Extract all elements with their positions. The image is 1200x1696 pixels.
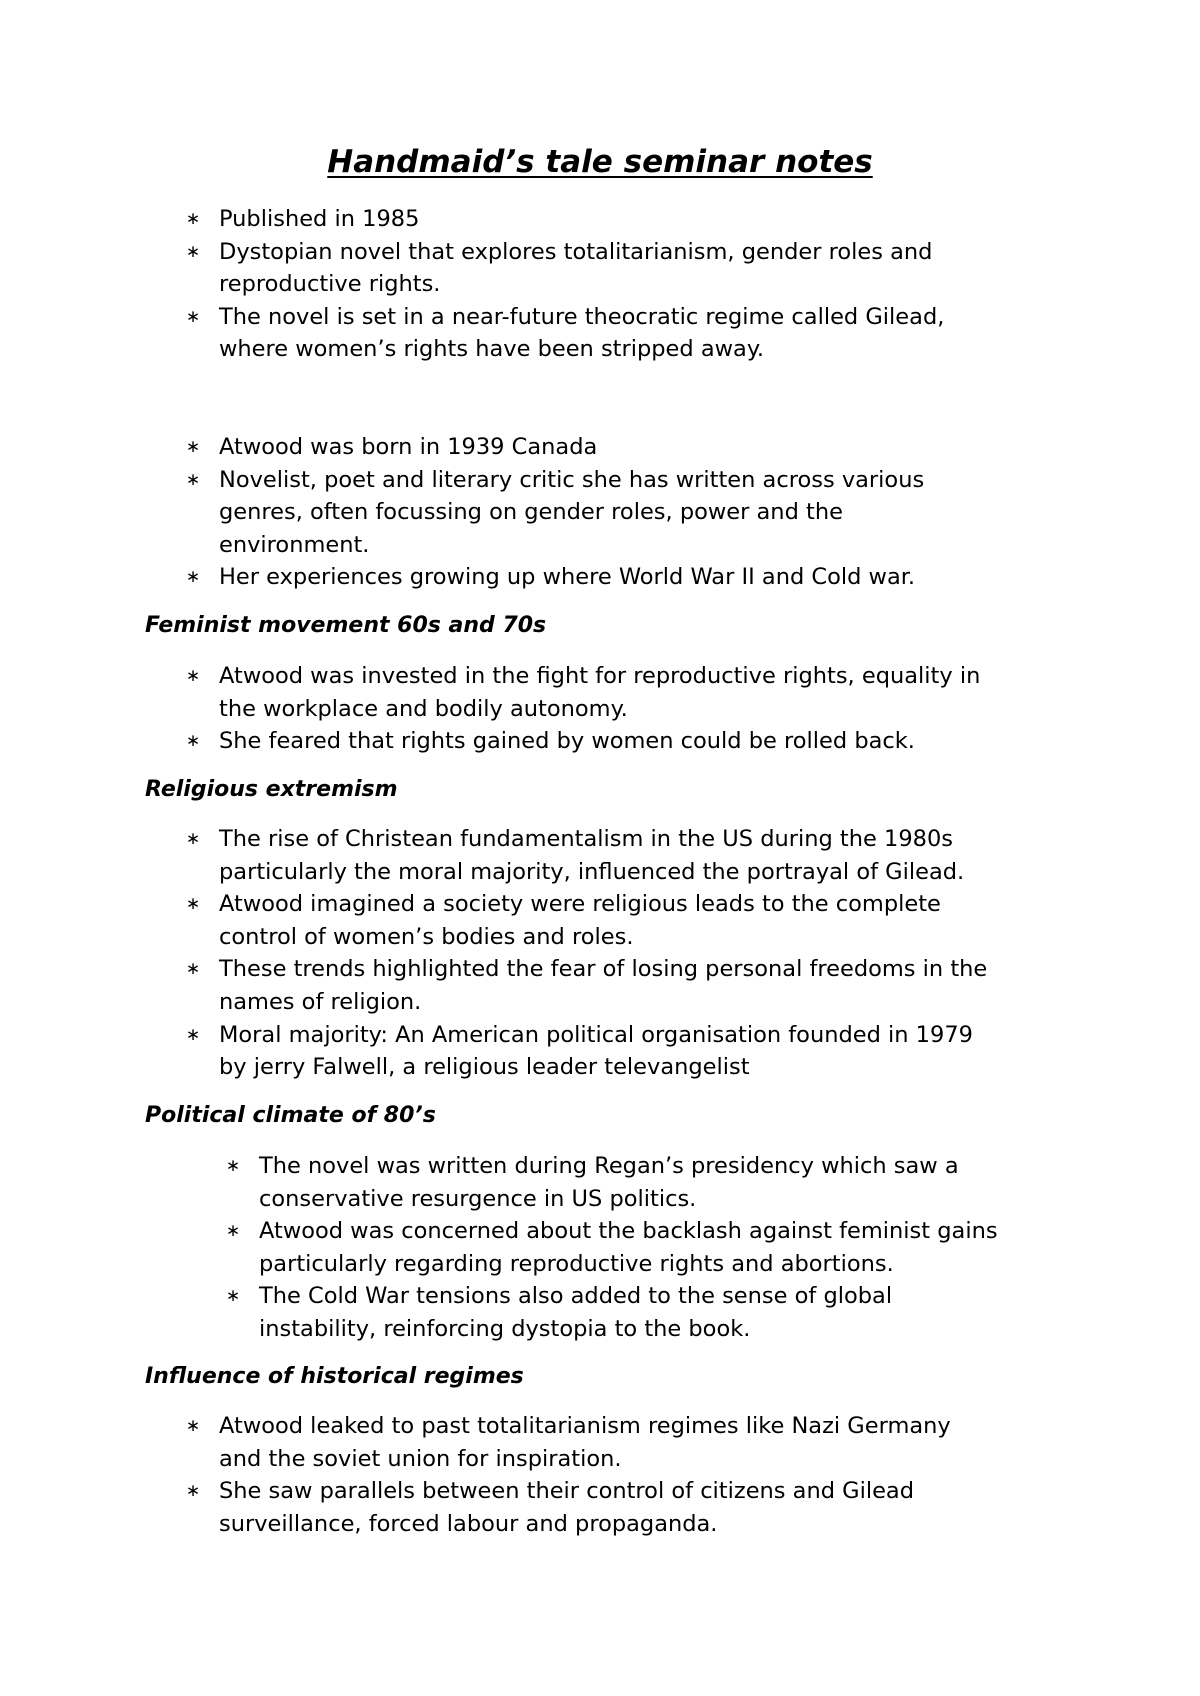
asterisk-bullet-icon: ∗ bbox=[185, 306, 201, 327]
list-item bbox=[221, 1280, 1101, 1345]
asterisk-bullet-icon: ∗ bbox=[185, 469, 201, 490]
bullet-text: Atwood was invested in the fight for reproductive rights, equality in the workplace and bodily autonomy. bbox=[219, 663, 981, 722]
bullet-text: Atwood leaked to past totalitarianism regimes like Nazi Germany and the soviet union for inspiration. bbox=[219, 1413, 951, 1472]
asterisk-bullet-icon: ∗ bbox=[185, 241, 201, 262]
asterisk-bullet-icon: ∗ bbox=[185, 1416, 201, 1436]
asterisk-bullet-icon: ∗ bbox=[225, 1286, 241, 1307]
asterisk-bullet-icon: ∗ bbox=[225, 1221, 241, 1242]
bullet-text: These trends highlighted the fear of losing personal freedoms in the names of religion. bbox=[219, 956, 988, 1015]
list-item bbox=[181, 1019, 1061, 1084]
list-item bbox=[221, 1150, 1101, 1215]
asterisk-bullet-icon: ∗ bbox=[185, 666, 201, 686]
historical-regimes-bullet-list bbox=[181, 1410, 1061, 1540]
asterisk-bullet-icon: ∗ bbox=[185, 731, 201, 752]
list-item bbox=[181, 431, 1061, 464]
bullet-text: Dystopian novel that explores totalitarianism, gender roles and reproductive rights. bbox=[219, 238, 933, 298]
list-item bbox=[181, 236, 1061, 301]
document-title: Handmaid’s tale seminar notes bbox=[327, 144, 873, 180]
list-item bbox=[221, 1215, 1101, 1280]
bullet-text: Atwood imagined a society were religious leads to the complete control of women’s bodies and roles. bbox=[219, 891, 941, 950]
bullet-text: The Cold War tensions also added to the sense of global instability, reinforcing dystopia to the book. bbox=[259, 1283, 893, 1342]
asterisk-bullet-icon: ∗ bbox=[185, 437, 201, 457]
bullet-text: Atwood was concerned about the backlash against feminist gains particularly regarding reproductive rights and abortions. bbox=[259, 1218, 998, 1277]
asterisk-bullet-icon: ∗ bbox=[185, 1024, 201, 1045]
list-item bbox=[181, 203, 1061, 236]
bullet-text: The novel is set in a near-future theocratic regime called Gilead, where women’s rights have been stripped away. bbox=[219, 303, 945, 363]
religious-extremism-bullet-list bbox=[181, 823, 1061, 1084]
list-item bbox=[181, 953, 1061, 1018]
list-item bbox=[181, 888, 1061, 953]
author-bullet-list bbox=[181, 431, 1061, 594]
bullet-text: She saw parallels between their control of citizens and Gilead surveillance, forced labour and propaganda. bbox=[219, 1478, 915, 1537]
bullet-text: The rise of Christean fundamentalism in the US during the 1980s particularly the moral majority, influenced the portrayal of Gilead. bbox=[219, 826, 965, 885]
asterisk-bullet-icon: ∗ bbox=[185, 1481, 201, 1502]
political-climate-bullet-list bbox=[221, 1150, 1101, 1346]
list-item bbox=[181, 725, 1061, 758]
list-item bbox=[181, 1410, 1061, 1475]
list-item bbox=[181, 660, 1061, 725]
bullet-text: Moral majority: An American political organisation founded in 1979 by jerry Falwell, a religious leader televangelist bbox=[219, 1021, 973, 1081]
asterisk-bullet-icon: ∗ bbox=[185, 894, 201, 915]
bullet-text: The novel was written during Regan’s presidency which saw a conservative resurgence in US politics. bbox=[259, 1153, 959, 1212]
list-item bbox=[181, 301, 1061, 366]
section-heading-feminist-movement: Feminist movement 60s and 70s bbox=[145, 613, 547, 638]
list-item bbox=[181, 1475, 1061, 1540]
asterisk-bullet-icon: ∗ bbox=[185, 829, 201, 849]
section-heading-historical-regimes: Influence of historical regimes bbox=[145, 1364, 524, 1389]
asterisk-bullet-icon: ∗ bbox=[185, 209, 201, 229]
bullet-text: Novelist, poet and literary critic she has written across various genres, often focussing on gender roles, power and the environment. bbox=[219, 466, 925, 558]
bullet-text: Published in 1985 bbox=[219, 206, 420, 232]
bullet-text: Her experiences growing up where World War II and Cold war. bbox=[219, 564, 916, 591]
asterisk-bullet-icon: ∗ bbox=[185, 567, 201, 588]
list-item bbox=[181, 464, 1061, 562]
bullet-text: She feared that rights gained by women could be rolled back. bbox=[219, 728, 915, 755]
list-item bbox=[181, 823, 1061, 888]
list-item bbox=[181, 561, 1061, 594]
asterisk-bullet-icon: ∗ bbox=[185, 959, 201, 980]
feminist-movement-bullet-list bbox=[181, 660, 1061, 758]
section-heading-religious-extremism: Religious extremism bbox=[145, 777, 398, 802]
asterisk-bullet-icon: ∗ bbox=[225, 1156, 241, 1176]
section-heading-political-climate: Political climate of 80’s bbox=[145, 1103, 436, 1128]
intro-bullet-list bbox=[181, 203, 1061, 366]
bullet-text: Atwood was born in 1939 Canada bbox=[219, 434, 598, 460]
